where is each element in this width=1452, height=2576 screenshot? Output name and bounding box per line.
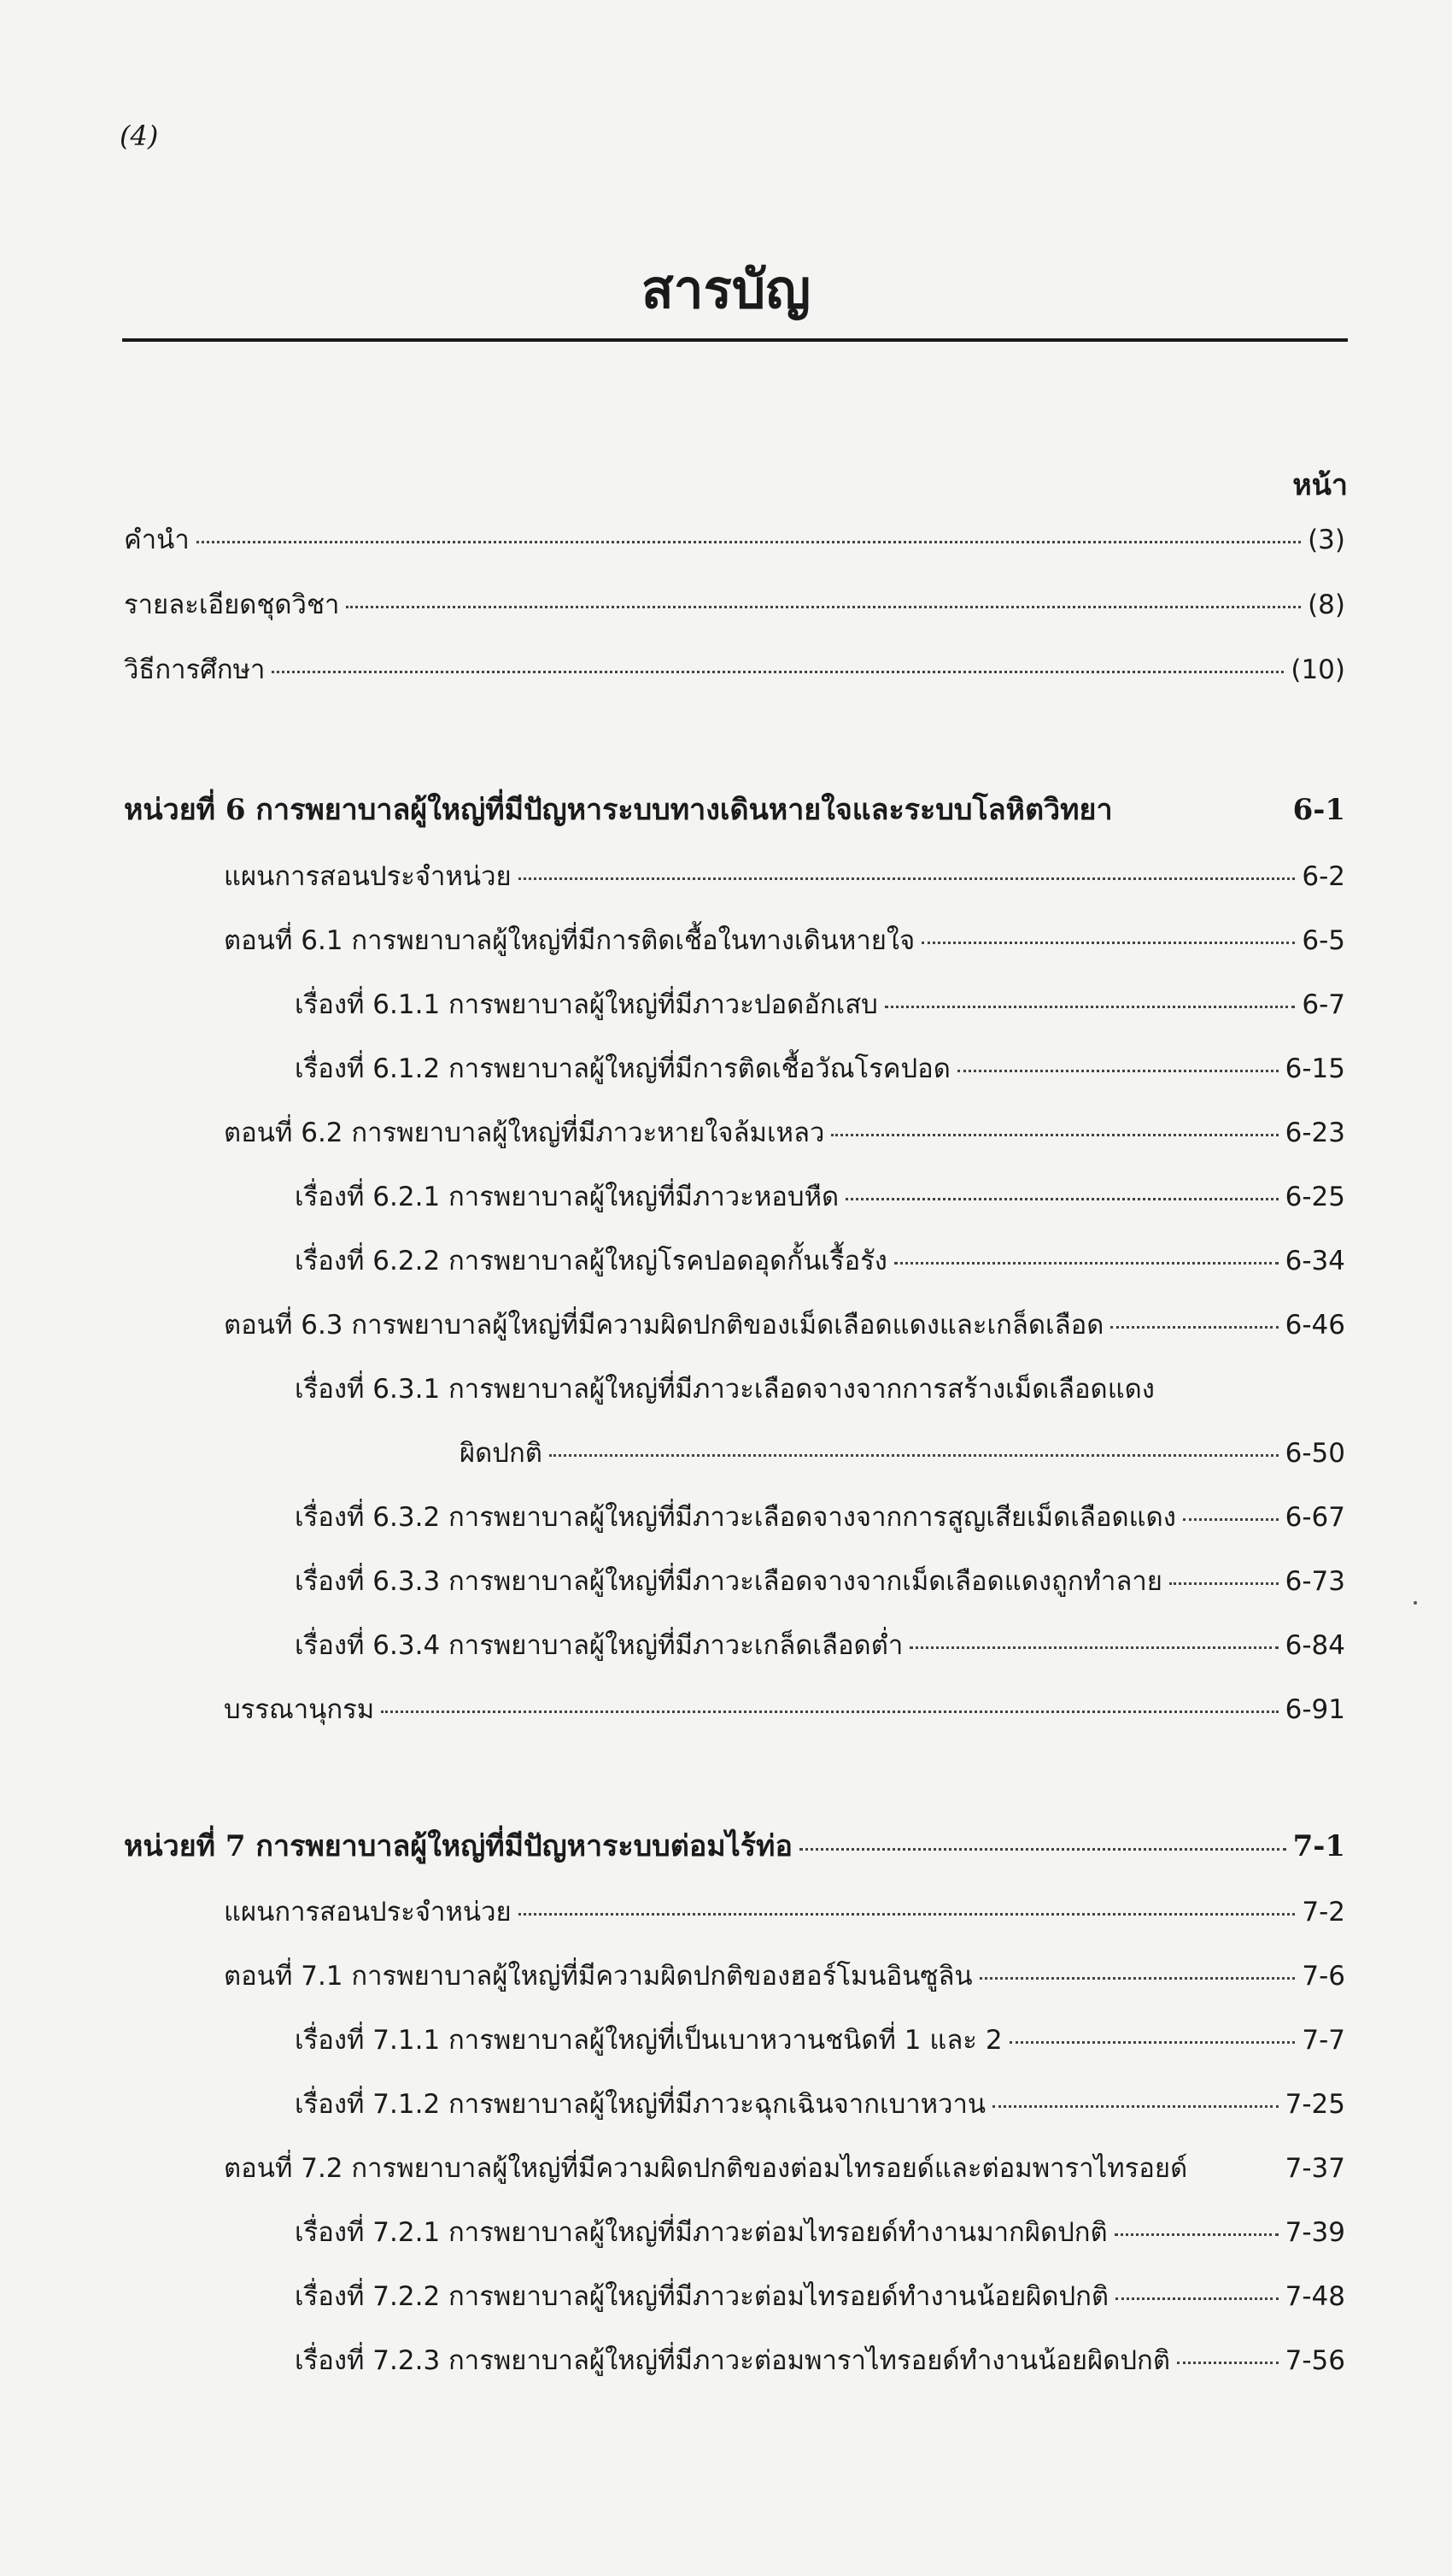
dot-leader	[549, 1453, 1279, 1457]
toc-entry-label: คำนำ	[124, 525, 190, 555]
toc-entry-label: เรื่องที่ 7.1.2 การพยาบาลผู้ใหญ่ที่มีภาวะฉุกเฉินจากเบาหวาน	[295, 2089, 987, 2120]
dot-leader	[1115, 2297, 1279, 2300]
toc-entry[interactable]	[295, 2018, 1345, 2069]
toc-entry-label: เรื่องที่ 6.3.1 การพยาบาลผู้ใหญ่ที่มีภาวะเลือดจางจากการสร้างเม็ดเลือดแดง	[295, 1374, 1155, 1405]
dot-leader	[1177, 2361, 1279, 2364]
toc-entry-page: 7-39	[1285, 2217, 1345, 2248]
toc-entry-page: 7-7	[1302, 2025, 1345, 2056]
toc-entry-page: (3)	[1308, 525, 1345, 555]
toc-entry-page: 6-91	[1285, 1694, 1345, 1725]
toc-entry-page: 7-48	[1285, 2281, 1345, 2312]
toc-unit-7-heading[interactable]	[124, 1822, 1345, 1874]
dot-leader	[992, 2104, 1279, 2108]
toc-entry-label: รายละเอียดชุดวิชา	[124, 590, 340, 620]
toc-entry-label: เรื่องที่ 6.3.4 การพยาบาลผู้ใหญ่ที่มีภาวะเกล็ดเลือดต่ำ	[295, 1630, 904, 1661]
toc-entry[interactable]	[295, 1047, 1345, 1098]
toc-entry-page: 6-46	[1285, 1310, 1345, 1341]
toc-entry[interactable]	[295, 2210, 1345, 2262]
dot-leader	[518, 877, 1296, 880]
dot-leader	[1115, 2233, 1279, 2236]
toc-entry-label: ตอนที่ 6.3 การพยาบาลผู้ใหญ่ที่มีความผิดปกติของเม็ดเลือดแดงและเกล็ดเลือด	[224, 1310, 1104, 1341]
toc-entry[interactable]	[295, 1367, 1345, 1418]
toc-entry-page: 6-34	[1285, 1246, 1345, 1276]
toc-entry[interactable]	[295, 1175, 1345, 1226]
toc-entry-label: ตอนที่ 6.2 การพยาบาลผู้ใหญ่ที่มีภาวะหายใจล้มเหลว	[224, 1118, 825, 1148]
dot-leader	[346, 605, 1301, 608]
toc-entry-study-method[interactable]	[124, 648, 1345, 699]
dot-leader	[196, 540, 1301, 543]
toc-entry-page: 6-5	[1302, 925, 1345, 956]
toc-entry-page: 6-67	[1285, 1502, 1345, 1533]
toc-entry-page: 7-2	[1302, 1897, 1345, 1928]
toc-entry[interactable]	[295, 1623, 1345, 1675]
dot-leader	[831, 1133, 1278, 1136]
toc-entry-page: 6-50	[1285, 1438, 1345, 1469]
dot-leader	[799, 1847, 1286, 1851]
toc-entry-page: 7-25	[1285, 2089, 1345, 2120]
toc-entry-page: 7-56	[1285, 2345, 1345, 2376]
toc-entry-label: เรื่องที่ 7.2.3 การพยาบาลผู้ใหญ่ที่มีภาวะต่อมพาราไทรอยด์ทำงานน้อยผิดปกติ	[295, 2345, 1170, 2376]
toc-unit-title: หน่วยที่ 6 การพยาบาลผู้ใหญ่ที่มีปัญหาระบบทางเดินหายใจและระบบโลหิตวิทยา	[124, 793, 1113, 827]
toc-entry-foreword[interactable]	[124, 518, 1345, 569]
title-rule	[122, 338, 1348, 342]
toc-entry[interactable]	[224, 2146, 1345, 2198]
toc-entry-course-details[interactable]	[124, 583, 1345, 634]
toc-entry-label: ตอนที่ 7.1 การพยาบาลผู้ใหญ่ที่มีความผิดปกติของฮอร์โมนอินซูลิน	[224, 1961, 973, 1992]
page-title: สารบัญ	[641, 258, 811, 320]
toc-entry[interactable]	[295, 2082, 1345, 2133]
toc-entry-page: (8)	[1308, 590, 1345, 620]
toc-entry-label: แผนการสอนประจำหน่วย	[224, 1897, 512, 1928]
page-column-header: หน้า	[1292, 468, 1348, 502]
dot-leader	[518, 1912, 1296, 1916]
toc-entry-page: 6-23	[1285, 1118, 1345, 1148]
toc-entry-label: เรื่องที่ 6.3.2 การพยาบาลผู้ใหญ่ที่มีภาวะเลือดจางจากการสูญเสียเม็ดเลือดแดง	[295, 1502, 1176, 1533]
dot-leader	[1110, 1325, 1278, 1329]
toc-entry-label: แผนการสอนประจำหน่วย	[224, 861, 512, 892]
toc-entry-label: เรื่องที่ 6.1.1 การพยาบาลผู้ใหญ่ที่มีภาวะปอดอักเสบ	[295, 989, 878, 1020]
toc-entry[interactable]	[295, 983, 1345, 1034]
toc-entry[interactable]	[224, 854, 1345, 906]
toc-entry-label: วิธีการศึกษา	[124, 654, 266, 685]
dot-leader	[381, 1710, 1278, 1713]
toc-entry[interactable]	[295, 1559, 1345, 1611]
toc-entry[interactable]	[224, 1303, 1345, 1354]
dot-leader	[1010, 2040, 1296, 2044]
dot-leader	[894, 1261, 1279, 1265]
toc-entry-page: 6-7	[1302, 989, 1345, 1020]
toc-entry-page: 7-37	[1285, 2153, 1345, 2184]
dot-leader	[980, 1976, 1296, 1980]
dot-leader	[922, 941, 1295, 944]
toc-entry-page: 6-2	[1302, 861, 1345, 892]
toc-entry-label: ตอนที่ 7.2 การพยาบาลผู้ใหญ่ที่มีความผิดปกติของต่อมไทรอยด์และต่อมพาราไทรอยด์	[224, 2153, 1188, 2184]
toc-entry-page: 6-25	[1285, 1182, 1345, 1212]
dot-leader	[1169, 1581, 1279, 1585]
toc-entry-label: เรื่องที่ 7.2.2 การพยาบาลผู้ใหญ่ที่มีภาวะต่อมไทรอยด์ทำงานน้อยผิดปกติ	[295, 2281, 1109, 2312]
toc-entry-label: เรื่องที่ 6.1.2 การพยาบาลผู้ใหญ่ที่มีการติดเชื้อวัณโรคปอด	[295, 1053, 951, 1084]
toc-entry-label: ตอนที่ 6.1 การพยาบาลผู้ใหญ่ที่มีการติดเชื้อในทางเดินหายใจ	[224, 925, 916, 956]
toc-entry-page: 6-15	[1285, 1053, 1345, 1084]
toc-entry-page: 6-73	[1285, 1566, 1345, 1597]
toc-entry[interactable]	[224, 918, 1345, 970]
dot-leader	[957, 1069, 1279, 1072]
toc-entry-label: เรื่องที่ 7.1.1 การพยาบาลผู้ใหญ่ที่เป็นเบาหวานชนิดที่ 1 และ 2	[295, 2025, 1003, 2056]
toc-entry-page: (10)	[1291, 654, 1345, 685]
toc-entry-continuation[interactable]	[460, 1431, 1345, 1482]
toc-entry-label: เรื่องที่ 6.2.2 การพยาบาลผู้ใหญ่โรคปอดอุดกั้นเรื้อรัง	[295, 1246, 887, 1276]
toc-entry-page: 7-6	[1302, 1961, 1345, 1992]
toc-unit-page: 7-1	[1292, 1829, 1345, 1863]
toc-entry-label: ผิดปกติ	[460, 1438, 542, 1469]
toc-entry[interactable]	[224, 1111, 1345, 1162]
toc-entry[interactable]	[295, 2338, 1345, 2390]
toc-unit-6-heading[interactable]	[124, 786, 1345, 837]
toc-unit-title: หน่วยที่ 7 การพยาบาลผู้ใหญ่ที่มีปัญหาระบบต่อมไร้ท่อ	[124, 1829, 793, 1863]
page-number: (4)	[120, 120, 159, 152]
toc-entry-bibliography[interactable]	[224, 1687, 1345, 1739]
toc-entry-label: บรรณานุกรม	[224, 1694, 375, 1725]
toc-entry[interactable]	[295, 2274, 1345, 2326]
dot-leader	[1183, 1517, 1279, 1521]
toc-entry[interactable]	[295, 1495, 1345, 1546]
dot-leader	[846, 1197, 1278, 1200]
dot-leader	[272, 670, 1284, 673]
toc-entry-page: 6-84	[1285, 1630, 1345, 1661]
toc-entry-label: เรื่องที่ 6.3.3 การพยาบาลผู้ใหญ่ที่มีภาวะเลือดจางจากเม็ดเลือดแดงถูกทำลาย	[295, 1566, 1162, 1597]
paper-speck	[1414, 1601, 1417, 1605]
toc-unit-page: 6-1	[1292, 793, 1345, 827]
dot-leader	[910, 1646, 1278, 1649]
toc-entry[interactable]	[224, 1890, 1345, 1941]
dot-leader	[885, 1005, 1295, 1008]
toc-entry-label: เรื่องที่ 6.2.1 การพยาบาลผู้ใหญ่ที่มีภาวะหอบหืด	[295, 1182, 840, 1212]
toc-entry[interactable]	[295, 1239, 1345, 1290]
toc-entry-label: เรื่องที่ 7.2.1 การพยาบาลผู้ใหญ่ที่มีภาวะต่อมไทรอยด์ทำงานมากผิดปกติ	[295, 2217, 1108, 2248]
toc-entry[interactable]	[224, 1954, 1345, 2005]
